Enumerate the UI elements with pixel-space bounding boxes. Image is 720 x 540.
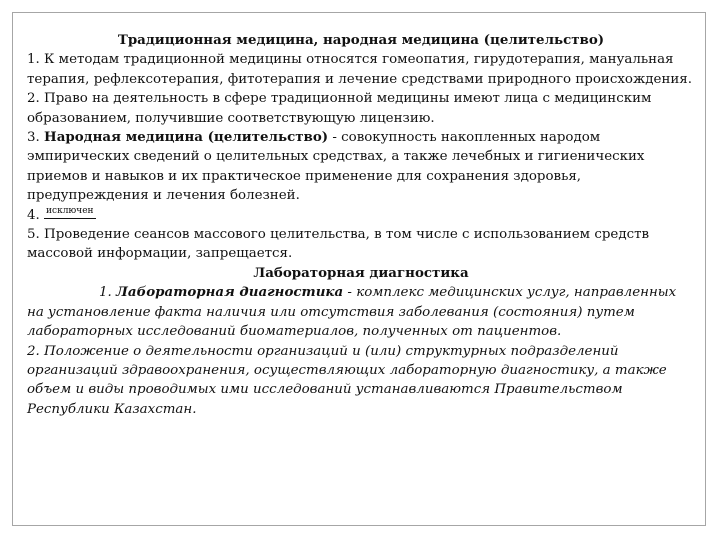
lab-paragraph-2: 2. Положение о деятельности организаций и (или) структурных подразделений организаций здравоохранения, осуществляющих лабораторную диагностику, а также объем и виды проводимых ими исследований устанавливаются Правительством Республики Казахстан. [27, 343, 667, 417]
paragraph-3-text: - совокупность накопленных народом эмпирических сведений о целительных средствах, а также лечебных и гигиенических приемов и навыков и их практическое применение для сохранения здоровья, предупреждения и лечения болезней. [27, 130, 645, 204]
paragraph-1: 1. К методам традиционной медицины относятся гомеопатия, гирудотерапия, мануальная терапия, рефлексотерапия, фитотерапия и лечение средствами природного происхождения. [27, 52, 693, 87]
paragraph-4-number: 4. [27, 207, 45, 223]
paragraph-2: 2. Право на деятельность в сфере традиционной медицины имеют лица с медицинским образованием, получившие соответствующую лицензию. [27, 91, 652, 126]
lab-diagnostics-term: Лабораторная диагностика [116, 284, 344, 301]
page-title: Традиционная медицина, народная медицина (целительство) [117, 32, 605, 48]
section-title-lab-diagnostics: Лабораторная диагностика [253, 264, 469, 281]
lab-paragraph-1 [27, 283, 695, 341]
paragraph-3 [27, 128, 695, 206]
paragraph-3-number: 3. [27, 130, 45, 146]
paragraph-4 [27, 206, 695, 225]
folk-medicine-term: Народная медицина (целительство) [44, 129, 329, 146]
paragraph-5: 5. Проведение сеансов массового целительства, в том числе с использованием средств массовой информации, запрещается. [27, 227, 650, 262]
lab-paragraph-1-text: - комплекс медицинских услуг, направленных на установление факта наличия или отсутствия заболевания (состояния) путем лабораторных исследований биоматериалов, полученных от пациентов. [27, 285, 677, 340]
slide-frame [12, 12, 706, 526]
lab-paragraph-1-number: 1. [99, 285, 117, 301]
excluded-tag: исключен [44, 206, 96, 219]
slide-content [27, 31, 695, 419]
